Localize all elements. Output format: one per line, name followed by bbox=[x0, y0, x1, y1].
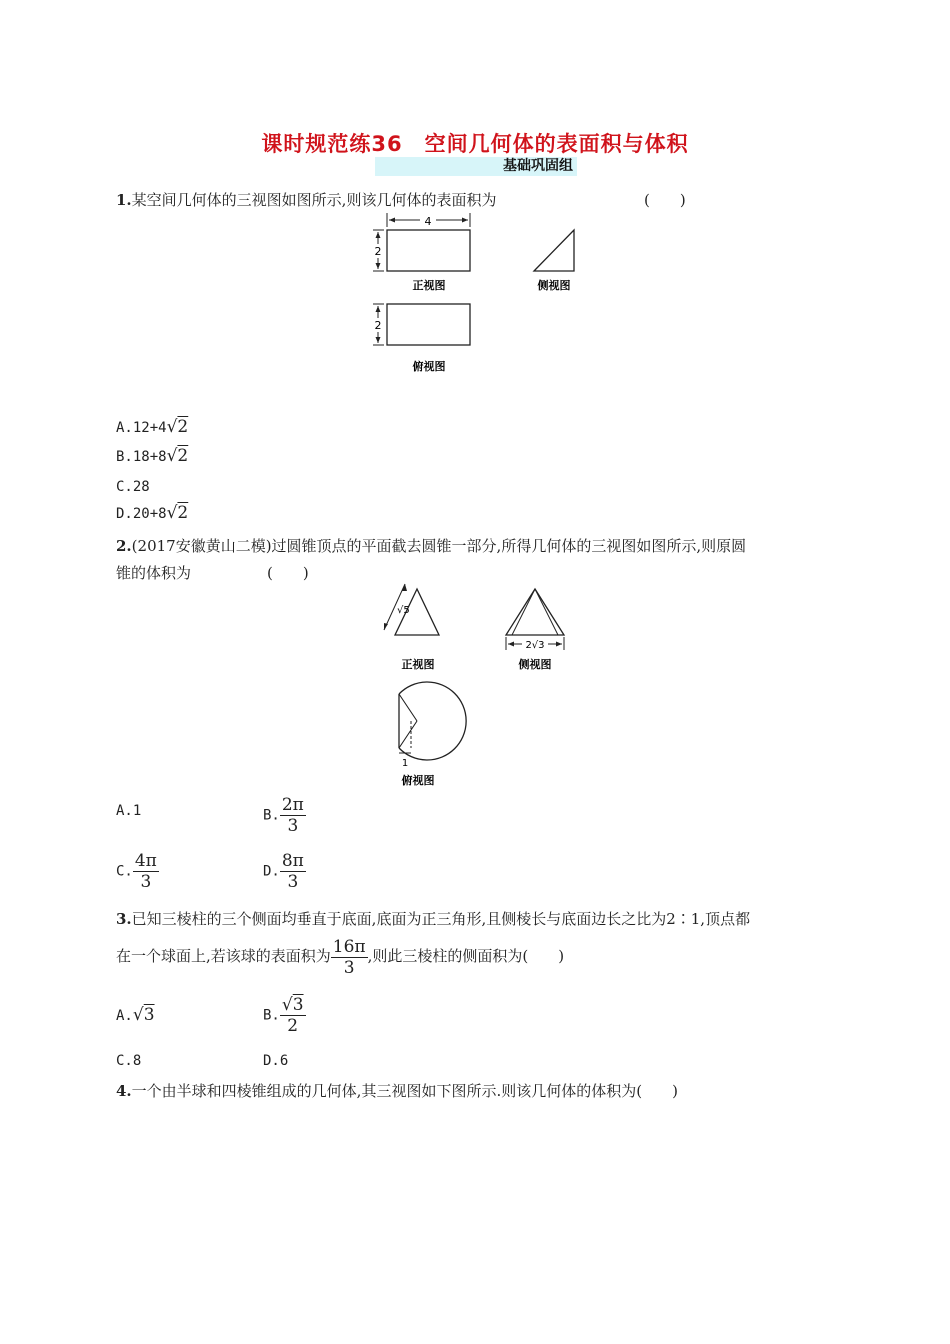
question-1-answer-paren: ( ) bbox=[644, 191, 686, 209]
question-2-stem-line1: 2.(2017安徽黄山二模)过圆锥顶点的平面截去圆锥一部分,所得几何体的三视图如图所示,则原圆 bbox=[116, 537, 747, 555]
dim-height-top-label: 2 bbox=[374, 319, 382, 332]
q3-option-b[interactable]: B. $\frac{√3}{2}$ bbox=[263, 995, 304, 1036]
question-3-stem-line1: 3.已知三棱柱的三个侧面均垂直于底面,底面为正三角形,且侧棱长与底面边长之比为2∶1,顶点都 bbox=[116, 910, 751, 928]
q3-option-d[interactable]: D.6 bbox=[263, 1053, 289, 1069]
question-4-stem: 4.一个由半球和四棱锥组成的几何体,其三视图如下图所示.则该几何体的体积为( ) bbox=[116, 1082, 678, 1100]
question-4-number: 4. bbox=[116, 1082, 132, 1100]
q1-option-d[interactable]: D.20+8√2 bbox=[116, 503, 189, 523]
question-3-number: 3. bbox=[116, 910, 132, 928]
question-1-three-view-figure bbox=[360, 205, 600, 380]
question-2-number: 2. bbox=[116, 537, 132, 555]
q3-option-c[interactable]: C.8 bbox=[116, 1053, 142, 1069]
dim-height-front-label: 2 bbox=[374, 245, 382, 258]
front-view-rectangle bbox=[387, 230, 470, 271]
q2-option-d[interactable]: D. $\frac{8\pi}{3}$ bbox=[263, 851, 304, 892]
q2-option-c[interactable]: C. $\frac{4\pi}{3}$ bbox=[116, 851, 157, 892]
q2-option-b[interactable]: B. $\frac{2\pi}{3}$ bbox=[263, 795, 304, 836]
page-title: 课时规范练36 空间几何体的表面积与体积 bbox=[261, 132, 689, 156]
top-view-arc bbox=[399, 682, 466, 760]
top-view-label: 俯视图 bbox=[412, 360, 446, 373]
section-subtitle: 基础巩固组 bbox=[503, 158, 573, 174]
question-3-stem-line2: 在一个球面上,若该球的表面积为 $\frac{16\pi}{3}$ ,则此三棱柱的侧面积为( ) bbox=[116, 937, 565, 978]
dim-base-label: 2√3 bbox=[525, 640, 545, 651]
front-view-label: 正视图 bbox=[401, 658, 435, 671]
dim-one-label: 1 bbox=[401, 758, 409, 769]
side-view-triangle bbox=[534, 230, 574, 271]
question-1-number: 1. bbox=[116, 191, 132, 209]
side-view-label: 侧视图 bbox=[537, 279, 571, 292]
side-view-triangle bbox=[506, 589, 564, 635]
question-1-text: 某空间几何体的三视图如图所示,则该几何体的表面积为 bbox=[131, 191, 497, 209]
q1-option-b[interactable]: B.18+8√2 bbox=[116, 446, 189, 466]
top-view-label: 俯视图 bbox=[401, 774, 435, 787]
q1-option-c[interactable]: C.28 bbox=[116, 479, 150, 495]
dim-slant-label: √5 bbox=[397, 605, 410, 616]
dim-width-label: 4 bbox=[424, 215, 432, 228]
q3-option-a[interactable]: A.√3 bbox=[116, 1005, 155, 1025]
side-view-label: 侧视图 bbox=[518, 658, 552, 671]
question-2-stem-line2: 锥的体积为 bbox=[116, 564, 192, 582]
q2-option-a[interactable]: A.1 bbox=[116, 803, 142, 819]
top-view-rectangle bbox=[387, 304, 470, 345]
front-view-label: 正视图 bbox=[412, 279, 446, 292]
question-2-answer-paren: ( ) bbox=[267, 564, 309, 582]
question-2-three-view-figure bbox=[375, 580, 585, 795]
q1-option-a[interactable]: A.12+4√2 bbox=[116, 417, 189, 437]
